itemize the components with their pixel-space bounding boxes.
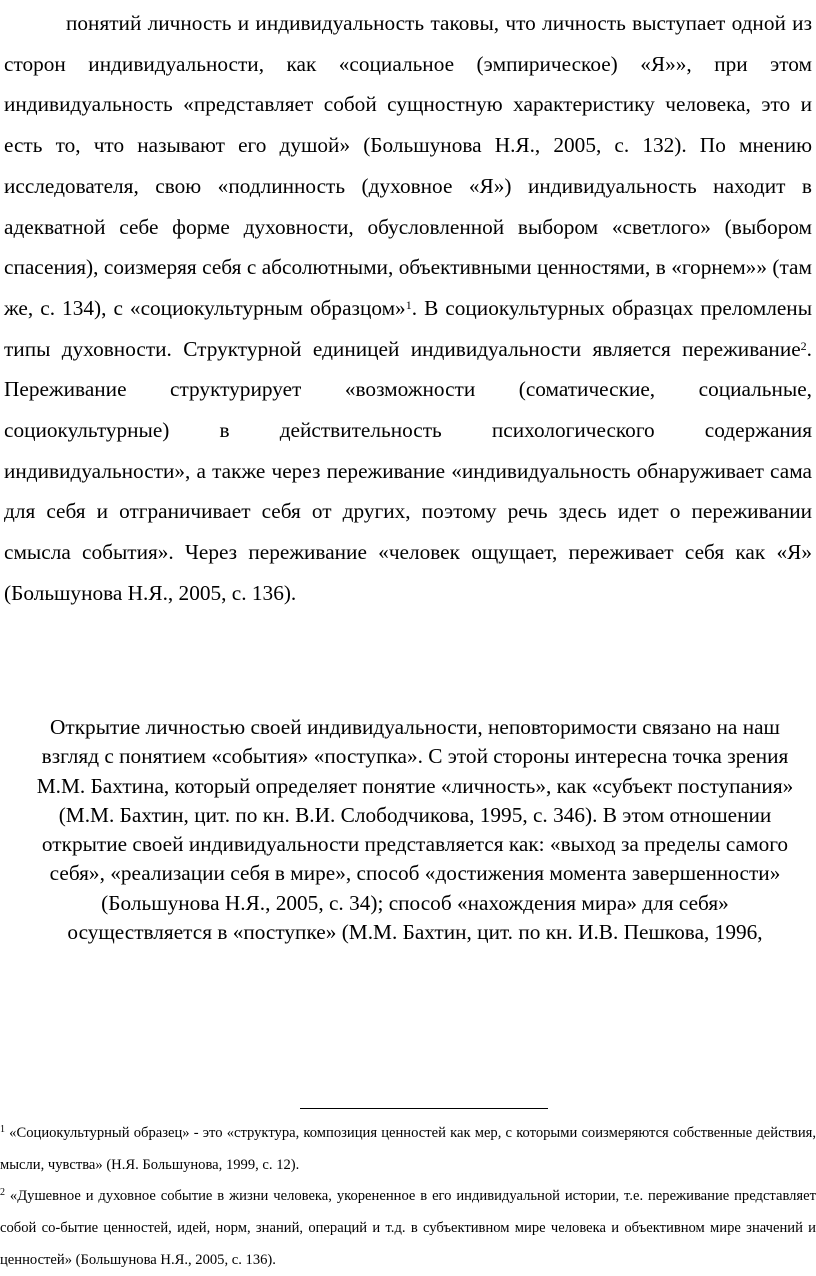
footnote-2-mark: 2 bbox=[0, 1187, 5, 1199]
body-paragraph-1 bbox=[4, 3, 812, 614]
paragraph-1-text-part-2: . В социокультурных образцах преломлены типы духовности. Структурной единицей индивидуальности является переживание bbox=[4, 295, 813, 361]
footnote-1-mark: 1 bbox=[0, 1124, 5, 1136]
paragraph-1-text-part-1: понятий личность и индивидуальность таковы, что личность выступает одной из сторон индивидуальности, как «социальное (эмпирическое) «Я»», при этом индивидуальность «представляет собой сущностную характеристику человека, это и есть то, что называют его душой» (Большунова Н.Я., 2005, с. 132). По мнению исследователя, свою «подлинность (духовное «Я») индивидуальность находит в адекватной себе форме духовности, обусловленной выбором «светлого» (выбором спасения), соизмеряя себя с абсолютными, объективными ценностями, в «горнем»» (там же, с. 134), с «социокультурным образцом» bbox=[4, 11, 812, 320]
footnote-1 bbox=[0, 1117, 816, 1181]
footnote-1-text: «Социокультурный образец» - это «структура, композиция ценностей как мер, с которыми соизмеряются собственные действия, мысли, чувства» (Н.Я. Большунова, 1999, с. 12). bbox=[0, 1125, 816, 1173]
footnote-reference-1[interactable]: 1 bbox=[405, 297, 412, 312]
footnote-2-text: «Душевное и духовное событие в жизни человека, укорененное в его индивидуальной истории, т.е. переживание представляет собой со-бытие ценностей, идей, норм, знаний, операций и т.д. в субъективном мире человека и объективном мире значений и ценностей» (Большунова Н.Я., 2005, с. 136). bbox=[0, 1188, 816, 1268]
body-paragraph-2: Открытие личностью своей индивидуальности, неповторимости связано на наш взгляд с понятием «события» «поступка». С этой стороны интересна точка зрения М.М. Бахтина, который определяет понятие «личность», как «субъект поступания» (М.М. Бахтин, цит. по кн. В.И. Слободчикова, 1995, с. 346). В этом отношении открытие своей индивидуальности представляется как: «выход за пределы самого себя», «реализации себя в мире», способ «достижения момента завершенности» (Большунова Н.Я., 2005, с. 34); способ «нахождения мира» для себя» осуществляется в «поступке» (М.М. Бахтин, цит. по кн. И.В. Пешкова, 1996, bbox=[36, 715, 794, 945]
footnote-reference-2[interactable]: 2 bbox=[800, 338, 807, 353]
footnote-2 bbox=[0, 1180, 816, 1276]
footnote-separator bbox=[300, 1108, 548, 1109]
paragraph-1-text-part-3: . Переживание структурирует «возможности (соматические, социальные, социокультурные) в действительность психологического содержания индивидуальности», а также через переживание «индивидуальность обнаруживает сама для себя и отграничивает себя от других, поэтому речь здесь идет о переживании смысла события». Через переживание «человек ощущает, переживает себя как «Я» (Большунова Н.Я., 2005, с. 136). bbox=[4, 336, 812, 605]
